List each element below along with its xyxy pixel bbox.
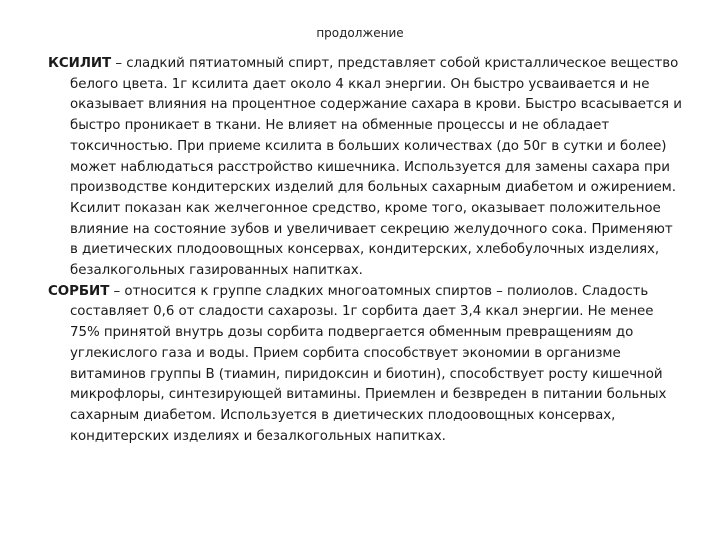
paragraph-sorbitol: [48, 282, 684, 448]
slide-title: продолжение: [316, 26, 404, 40]
slide-body: [48, 54, 684, 447]
paragraph-xylitol: [48, 54, 684, 282]
term-sorbitol: СОРБИТ: [48, 283, 110, 299]
paragraph-xylitol-text: – сладкий пятиатомный спирт, представляет собой кристаллическое вещество белого цвета. 1г ксилита дает около 4 ккал энергии. Он быстро усваивается и не оказывает влияния на процентное содержание сахара в крови. Быстро всасывается и быстро проникает в ткани. Не влияет на обменные процессы и не обладает токсичностью. При приеме ксилита в больших количествах (до 50г в сутки и более) может наблюдаться расстройство кишечника. Используется для замены сахара при производстве кондитерских изделий для больных сахарным диабетом и ожирением. Ксилит показан как желчегонное средство, кроме того, оказывает положительное влияние на состояние зубов и увеличивает секрецию желудочного сока. Применяют в диетических плодоовощных консервах, кондитерских, хлебобулочных изделиях, безалкогольных газированных напитках.: [70, 56, 682, 279]
term-xylitol: КСИЛИТ: [48, 56, 112, 71]
paragraph-sorbitol-text: – относится к группе сладких многоатомных спиртов – полиолов. Сладость составляет 0,6 от сладости сахарозы. 1г сорбита дает 3,4 ккал энергии. Не менее 75% принятой внутрь дозы сорбита подвергается обменным превращениям до углекислого газа и воды. Прием сорбита способствует экономии в организме витаминов группы В (тиамин, пиридоксин и биотин), способствует росту кишечной микрофлоры, синтезирующей витамины. Приемлен и безвреден в питании больных сахарным диабетом. Используется в диетических плодоовощных консервах, кондитерских изделиях и безалкогольных напитках.: [70, 283, 667, 444]
